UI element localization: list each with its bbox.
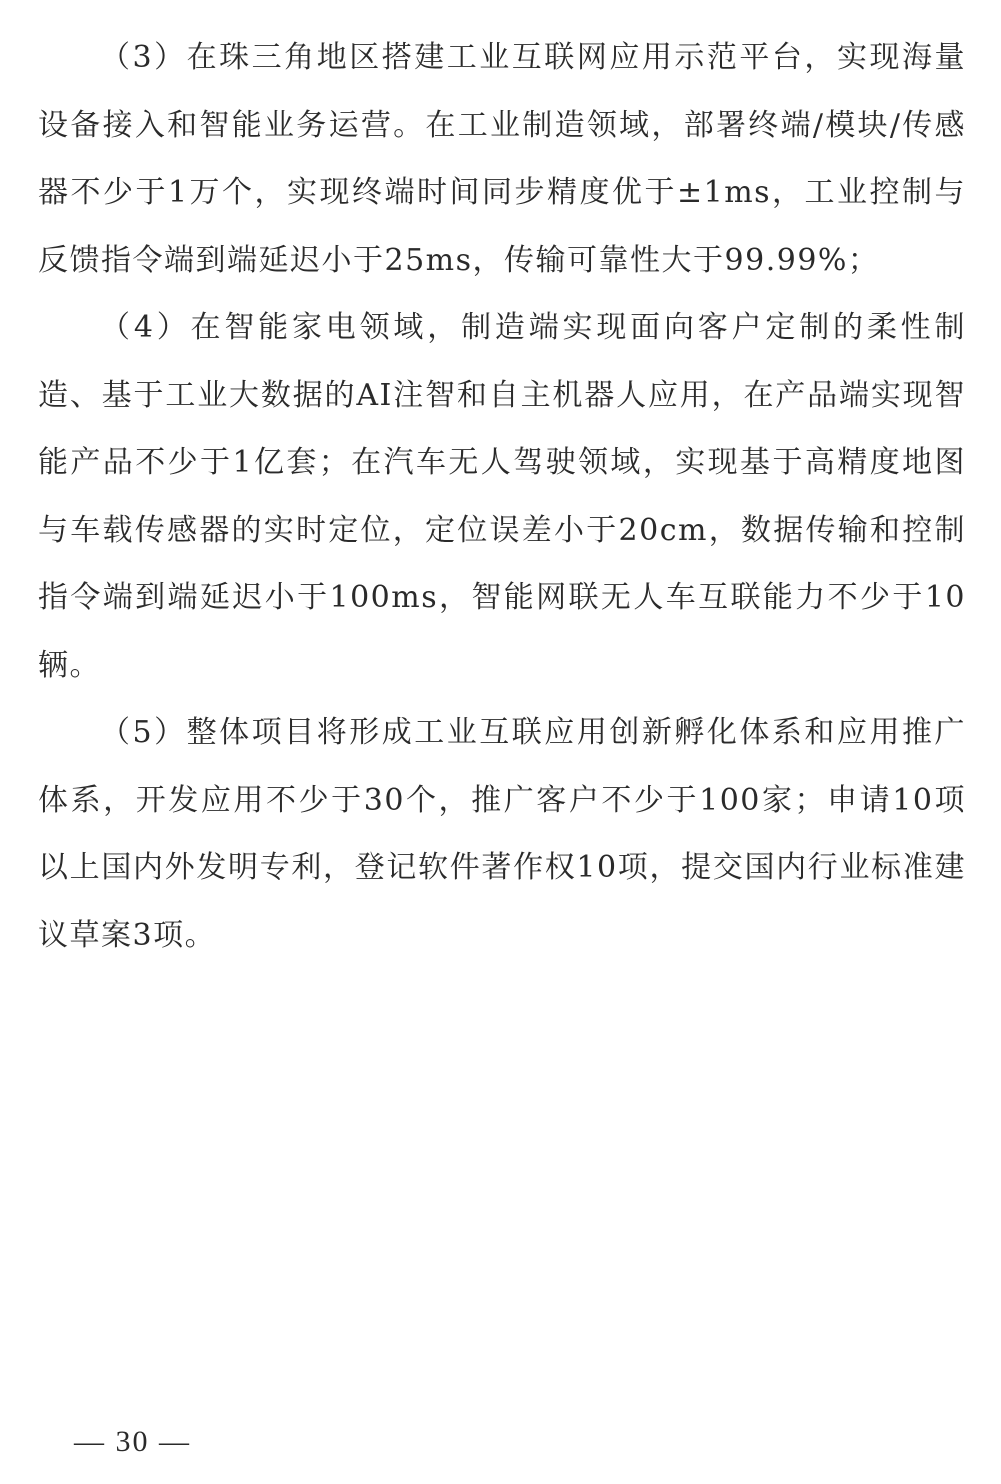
paragraph-item-3: （3）在珠三角地区搭建工业互联网应用示范平台，实现海量设备接入和智能业务运营。在工业制造领域，部署终端/模块/传感器不少于1万个，实现终端时间同步精度优于±1ms，工业控制与反馈指令端到端延迟小于25ms，传输可靠性大于99.99%； bbox=[38, 40, 966, 278]
document-body bbox=[38, 24, 966, 969]
paragraph-item-5: （5）整体项目将形成工业互联应用创新孵化体系和应用推广体系，开发应用不少于30个，推广客户不少于100家；申请10项以上国内外发明专利，登记软件著作权10项，提交国内行业标准建议草案3项。 bbox=[38, 715, 966, 953]
paragraph-item-4: （4）在智能家电领域，制造端实现面向客户定制的柔性制造、基于工业大数据的AI注智和自主机器人应用，在产品端实现智能产品不少于1亿套；在汽车无人驾驶领域，实现基于高精度地图与车载传感器的实时定位，定位误差小于20cm，数据传输和控制指令端到端延迟小于100ms，智能网联无人车互联能力不少于10辆。 bbox=[38, 310, 966, 683]
page-number: — 30 — bbox=[74, 1425, 191, 1458]
